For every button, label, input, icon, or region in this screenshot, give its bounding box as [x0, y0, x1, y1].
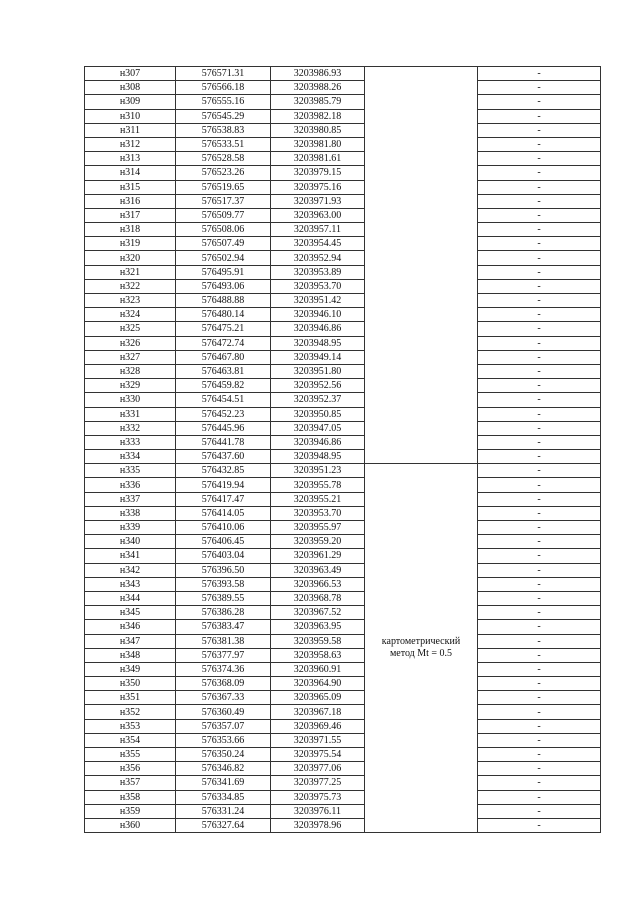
x-coordinate-cell: 576519.65 — [176, 180, 271, 194]
point-name-cell: н330 — [85, 393, 176, 407]
x-coordinate-cell: 576571.31 — [176, 67, 271, 81]
y-coordinate-cell: 3203953.70 — [271, 279, 365, 293]
table-row — [85, 492, 601, 506]
x-coordinate-cell: 576383.47 — [176, 620, 271, 634]
point-name-cell: н335 — [85, 464, 176, 478]
y-coordinate-cell: 3203977.06 — [271, 762, 365, 776]
table-row — [85, 81, 601, 95]
dash-cell: - — [478, 521, 601, 535]
table-row — [85, 563, 601, 577]
point-name-cell: н349 — [85, 662, 176, 676]
x-coordinate-cell: 576386.28 — [176, 606, 271, 620]
coordinates-table-body — [85, 67, 601, 833]
y-coordinate-cell: 3203967.18 — [271, 705, 365, 719]
point-name-cell: н334 — [85, 450, 176, 464]
point-name-cell: н312 — [85, 137, 176, 151]
x-coordinate-cell: 576368.09 — [176, 677, 271, 691]
dash-cell: - — [478, 279, 601, 293]
y-coordinate-cell: 3203986.93 — [271, 67, 365, 81]
x-coordinate-cell: 576403.04 — [176, 549, 271, 563]
y-coordinate-cell: 3203957.11 — [271, 223, 365, 237]
y-coordinate-cell: 3203949.14 — [271, 350, 365, 364]
point-name-cell: н358 — [85, 790, 176, 804]
point-name-cell: н345 — [85, 606, 176, 620]
table-row — [85, 308, 601, 322]
x-coordinate-cell: 576374.36 — [176, 662, 271, 676]
dash-cell: - — [478, 577, 601, 591]
table-row — [85, 294, 601, 308]
dash-cell: - — [478, 634, 601, 648]
x-coordinate-cell: 576410.06 — [176, 521, 271, 535]
point-name-cell: н333 — [85, 435, 176, 449]
point-name-cell: н343 — [85, 577, 176, 591]
x-coordinate-cell: 576441.78 — [176, 435, 271, 449]
dash-cell: - — [478, 677, 601, 691]
point-name-cell: н315 — [85, 180, 176, 194]
point-name-cell: н317 — [85, 208, 176, 222]
y-coordinate-cell: 3203981.80 — [271, 137, 365, 151]
table-row — [85, 67, 601, 81]
x-coordinate-cell: 576331.24 — [176, 804, 271, 818]
y-coordinate-cell: 3203985.79 — [271, 95, 365, 109]
point-name-cell: н344 — [85, 591, 176, 605]
table-row — [85, 804, 601, 818]
table-row — [85, 464, 601, 478]
table-row — [85, 208, 601, 222]
point-name-cell: н338 — [85, 506, 176, 520]
dash-cell: - — [478, 308, 601, 322]
y-coordinate-cell: 3203961.29 — [271, 549, 365, 563]
table-row — [85, 350, 601, 364]
dash-cell: - — [478, 549, 601, 563]
table-row — [85, 762, 601, 776]
point-name-cell: н329 — [85, 379, 176, 393]
dash-cell: - — [478, 776, 601, 790]
x-coordinate-cell: 576517.37 — [176, 194, 271, 208]
table-row — [85, 591, 601, 605]
y-coordinate-cell: 3203952.94 — [271, 251, 365, 265]
table-row — [85, 336, 601, 350]
table-row — [85, 279, 601, 293]
dash-cell: - — [478, 350, 601, 364]
y-coordinate-cell: 3203960.91 — [271, 662, 365, 676]
table-row — [85, 606, 601, 620]
y-coordinate-cell: 3203975.54 — [271, 748, 365, 762]
y-coordinate-cell: 3203963.00 — [271, 208, 365, 222]
dash-cell: - — [478, 733, 601, 747]
point-name-cell: н356 — [85, 762, 176, 776]
coordinates-table — [84, 66, 601, 833]
y-coordinate-cell: 3203975.73 — [271, 790, 365, 804]
dash-cell: - — [478, 322, 601, 336]
point-name-cell: н308 — [85, 81, 176, 95]
x-coordinate-cell: 576346.82 — [176, 762, 271, 776]
y-coordinate-cell: 3203959.58 — [271, 634, 365, 648]
dash-cell: - — [478, 123, 601, 137]
x-coordinate-cell: 576493.06 — [176, 279, 271, 293]
y-coordinate-cell: 3203951.42 — [271, 294, 365, 308]
x-coordinate-cell: 576393.58 — [176, 577, 271, 591]
point-name-cell: н351 — [85, 691, 176, 705]
table-row — [85, 577, 601, 591]
method-accuracy: метод Mt = 0.5 — [389, 648, 453, 660]
y-coordinate-cell: 3203955.97 — [271, 521, 365, 535]
y-coordinate-cell: 3203967.52 — [271, 606, 365, 620]
y-coordinate-cell: 3203954.45 — [271, 237, 365, 251]
y-coordinate-cell: 3203955.21 — [271, 492, 365, 506]
table-row — [85, 95, 601, 109]
point-name-cell: н339 — [85, 521, 176, 535]
y-coordinate-cell: 3203959.20 — [271, 535, 365, 549]
x-coordinate-cell: 576445.96 — [176, 421, 271, 435]
point-name-cell: н316 — [85, 194, 176, 208]
x-coordinate-cell: 576472.74 — [176, 336, 271, 350]
x-coordinate-cell: 576480.14 — [176, 308, 271, 322]
table-row — [85, 393, 601, 407]
x-coordinate-cell: 576353.66 — [176, 733, 271, 747]
point-name-cell: н310 — [85, 109, 176, 123]
y-coordinate-cell: 3203946.86 — [271, 435, 365, 449]
dash-cell: - — [478, 691, 601, 705]
point-name-cell: н341 — [85, 549, 176, 563]
dash-cell: - — [478, 166, 601, 180]
table-row — [85, 719, 601, 733]
point-name-cell: н332 — [85, 421, 176, 435]
x-coordinate-cell: 576475.21 — [176, 322, 271, 336]
point-name-cell: н323 — [85, 294, 176, 308]
table-row — [85, 790, 601, 804]
y-coordinate-cell: 3203976.11 — [271, 804, 365, 818]
dash-cell: - — [478, 407, 601, 421]
dash-cell: - — [478, 478, 601, 492]
point-name-cell: н320 — [85, 251, 176, 265]
x-coordinate-cell: 576367.33 — [176, 691, 271, 705]
point-name-cell: н348 — [85, 648, 176, 662]
table-row — [85, 506, 601, 520]
dash-cell: - — [478, 67, 601, 81]
y-coordinate-cell: 3203975.16 — [271, 180, 365, 194]
table-row — [85, 137, 601, 151]
dash-cell: - — [478, 194, 601, 208]
dash-cell: - — [478, 790, 601, 804]
table-row — [85, 180, 601, 194]
table-row — [85, 435, 601, 449]
y-coordinate-cell: 3203968.78 — [271, 591, 365, 605]
table-row — [85, 407, 601, 421]
x-coordinate-cell: 576334.85 — [176, 790, 271, 804]
y-coordinate-cell: 3203979.15 — [271, 166, 365, 180]
dash-cell: - — [478, 492, 601, 506]
x-coordinate-cell: 576566.18 — [176, 81, 271, 95]
x-coordinate-cell: 576502.94 — [176, 251, 271, 265]
dash-cell: - — [478, 251, 601, 265]
x-coordinate-cell: 576528.58 — [176, 152, 271, 166]
dash-cell: - — [478, 762, 601, 776]
dash-cell: - — [478, 137, 601, 151]
table-row — [85, 691, 601, 705]
point-name-cell: н307 — [85, 67, 176, 81]
y-coordinate-cell: 3203988.26 — [271, 81, 365, 95]
dash-cell: - — [478, 606, 601, 620]
dash-cell: - — [478, 705, 601, 719]
y-coordinate-cell: 3203955.78 — [271, 478, 365, 492]
y-coordinate-cell: 3203951.80 — [271, 364, 365, 378]
table-row — [85, 166, 601, 180]
y-coordinate-cell: 3203966.53 — [271, 577, 365, 591]
x-coordinate-cell: 576454.51 — [176, 393, 271, 407]
table-row — [85, 733, 601, 747]
table-row — [85, 265, 601, 279]
y-coordinate-cell: 3203982.18 — [271, 109, 365, 123]
x-coordinate-cell: 576509.77 — [176, 208, 271, 222]
point-name-cell: н309 — [85, 95, 176, 109]
point-name-cell: н346 — [85, 620, 176, 634]
y-coordinate-cell: 3203952.37 — [271, 393, 365, 407]
x-coordinate-cell: 576555.16 — [176, 95, 271, 109]
y-coordinate-cell: 3203971.55 — [271, 733, 365, 747]
table-row — [85, 521, 601, 535]
table-row — [85, 194, 601, 208]
x-coordinate-cell: 576533.51 — [176, 137, 271, 151]
table-row — [85, 109, 601, 123]
dash-cell: - — [478, 379, 601, 393]
dash-cell: - — [478, 237, 601, 251]
y-coordinate-cell: 3203948.95 — [271, 450, 365, 464]
point-name-cell: н327 — [85, 350, 176, 364]
x-coordinate-cell: 576452.23 — [176, 407, 271, 421]
table-row — [85, 818, 601, 832]
table-row — [85, 223, 601, 237]
point-name-cell: н325 — [85, 322, 176, 336]
table-row — [85, 677, 601, 691]
dash-cell: - — [478, 223, 601, 237]
point-name-cell: н360 — [85, 818, 176, 832]
point-name-cell: н340 — [85, 535, 176, 549]
point-name-cell: н321 — [85, 265, 176, 279]
x-coordinate-cell: 576467.80 — [176, 350, 271, 364]
point-name-cell: н313 — [85, 152, 176, 166]
y-coordinate-cell: 3203958.63 — [271, 648, 365, 662]
y-coordinate-cell: 3203947.05 — [271, 421, 365, 435]
x-coordinate-cell: 576538.83 — [176, 123, 271, 137]
x-coordinate-cell: 576341.69 — [176, 776, 271, 790]
x-coordinate-cell: 576414.05 — [176, 506, 271, 520]
table-row — [85, 549, 601, 563]
dash-cell: - — [478, 364, 601, 378]
point-name-cell: н352 — [85, 705, 176, 719]
x-coordinate-cell: 576406.45 — [176, 535, 271, 549]
y-coordinate-cell: 3203950.85 — [271, 407, 365, 421]
point-name-cell: н357 — [85, 776, 176, 790]
x-coordinate-cell: 576459.82 — [176, 379, 271, 393]
y-coordinate-cell: 3203963.95 — [271, 620, 365, 634]
dash-cell: - — [478, 804, 601, 818]
table-row — [85, 237, 601, 251]
y-coordinate-cell: 3203981.61 — [271, 152, 365, 166]
dash-cell: - — [478, 294, 601, 308]
x-coordinate-cell: 576350.24 — [176, 748, 271, 762]
x-coordinate-cell: 576377.97 — [176, 648, 271, 662]
dash-cell: - — [478, 393, 601, 407]
x-coordinate-cell: 576523.26 — [176, 166, 271, 180]
x-coordinate-cell: 576357.07 — [176, 719, 271, 733]
y-coordinate-cell: 3203948.95 — [271, 336, 365, 350]
x-coordinate-cell: 576389.55 — [176, 591, 271, 605]
y-coordinate-cell: 3203977.25 — [271, 776, 365, 790]
dash-cell: - — [478, 748, 601, 762]
table-row — [85, 478, 601, 492]
x-coordinate-cell: 576327.64 — [176, 818, 271, 832]
point-name-cell: н319 — [85, 237, 176, 251]
point-name-cell: н337 — [85, 492, 176, 506]
x-coordinate-cell: 576381.38 — [176, 634, 271, 648]
y-coordinate-cell: 3203980.85 — [271, 123, 365, 137]
x-coordinate-cell: 576417.47 — [176, 492, 271, 506]
dash-cell: - — [478, 180, 601, 194]
table-row — [85, 322, 601, 336]
point-name-cell: н355 — [85, 748, 176, 762]
dash-cell: - — [478, 435, 601, 449]
x-coordinate-cell: 576432.85 — [176, 464, 271, 478]
point-name-cell: н326 — [85, 336, 176, 350]
x-coordinate-cell: 576396.50 — [176, 563, 271, 577]
y-coordinate-cell: 3203963.49 — [271, 563, 365, 577]
point-name-cell: н347 — [85, 634, 176, 648]
method-cell-lower — [365, 464, 478, 833]
y-coordinate-cell: 3203953.70 — [271, 506, 365, 520]
dash-cell: - — [478, 81, 601, 95]
y-coordinate-cell: 3203953.89 — [271, 265, 365, 279]
y-coordinate-cell: 3203964.90 — [271, 677, 365, 691]
dash-cell: - — [478, 450, 601, 464]
x-coordinate-cell: 576545.29 — [176, 109, 271, 123]
table-row — [85, 705, 601, 719]
x-coordinate-cell: 576360.49 — [176, 705, 271, 719]
y-coordinate-cell: 3203965.09 — [271, 691, 365, 705]
point-name-cell: н322 — [85, 279, 176, 293]
method-name: картометрический — [381, 636, 461, 648]
dash-cell: - — [478, 662, 601, 676]
table-row — [85, 634, 601, 648]
dash-cell: - — [478, 818, 601, 832]
dash-cell: - — [478, 109, 601, 123]
y-coordinate-cell: 3203951.23 — [271, 464, 365, 478]
table-row — [85, 123, 601, 137]
table-row — [85, 379, 601, 393]
table-row — [85, 152, 601, 166]
point-name-cell: н359 — [85, 804, 176, 818]
y-coordinate-cell: 3203946.10 — [271, 308, 365, 322]
point-name-cell: н353 — [85, 719, 176, 733]
point-name-cell: н331 — [85, 407, 176, 421]
dash-cell: - — [478, 265, 601, 279]
x-coordinate-cell: 576488.88 — [176, 294, 271, 308]
table-row — [85, 776, 601, 790]
point-name-cell: н328 — [85, 364, 176, 378]
table-row — [85, 662, 601, 676]
y-coordinate-cell: 3203952.56 — [271, 379, 365, 393]
y-coordinate-cell: 3203978.96 — [271, 818, 365, 832]
table-row — [85, 450, 601, 464]
x-coordinate-cell: 576437.60 — [176, 450, 271, 464]
table-row — [85, 620, 601, 634]
dash-cell: - — [478, 620, 601, 634]
dash-cell: - — [478, 421, 601, 435]
table-row — [85, 421, 601, 435]
point-name-cell: н318 — [85, 223, 176, 237]
dash-cell: - — [478, 208, 601, 222]
table-row — [85, 364, 601, 378]
point-name-cell: н354 — [85, 733, 176, 747]
y-coordinate-cell: 3203971.93 — [271, 194, 365, 208]
y-coordinate-cell: 3203946.86 — [271, 322, 365, 336]
dash-cell: - — [478, 464, 601, 478]
dash-cell: - — [478, 591, 601, 605]
dash-cell: - — [478, 648, 601, 662]
table-row — [85, 648, 601, 662]
method-cell-upper — [365, 67, 478, 464]
dash-cell: - — [478, 152, 601, 166]
y-coordinate-cell: 3203969.46 — [271, 719, 365, 733]
point-name-cell: н336 — [85, 478, 176, 492]
point-name-cell: н311 — [85, 123, 176, 137]
x-coordinate-cell: 576419.94 — [176, 478, 271, 492]
x-coordinate-cell: 576507.49 — [176, 237, 271, 251]
x-coordinate-cell: 576463.81 — [176, 364, 271, 378]
point-name-cell: н324 — [85, 308, 176, 322]
dash-cell: - — [478, 95, 601, 109]
point-name-cell: н350 — [85, 677, 176, 691]
table-row — [85, 748, 601, 762]
point-name-cell: н314 — [85, 166, 176, 180]
dash-cell: - — [478, 719, 601, 733]
table-row — [85, 251, 601, 265]
dash-cell: - — [478, 506, 601, 520]
x-coordinate-cell: 576495.91 — [176, 265, 271, 279]
dash-cell: - — [478, 336, 601, 350]
point-name-cell: н342 — [85, 563, 176, 577]
dash-cell: - — [478, 563, 601, 577]
dash-cell: - — [478, 535, 601, 549]
table-row — [85, 535, 601, 549]
x-coordinate-cell: 576508.06 — [176, 223, 271, 237]
